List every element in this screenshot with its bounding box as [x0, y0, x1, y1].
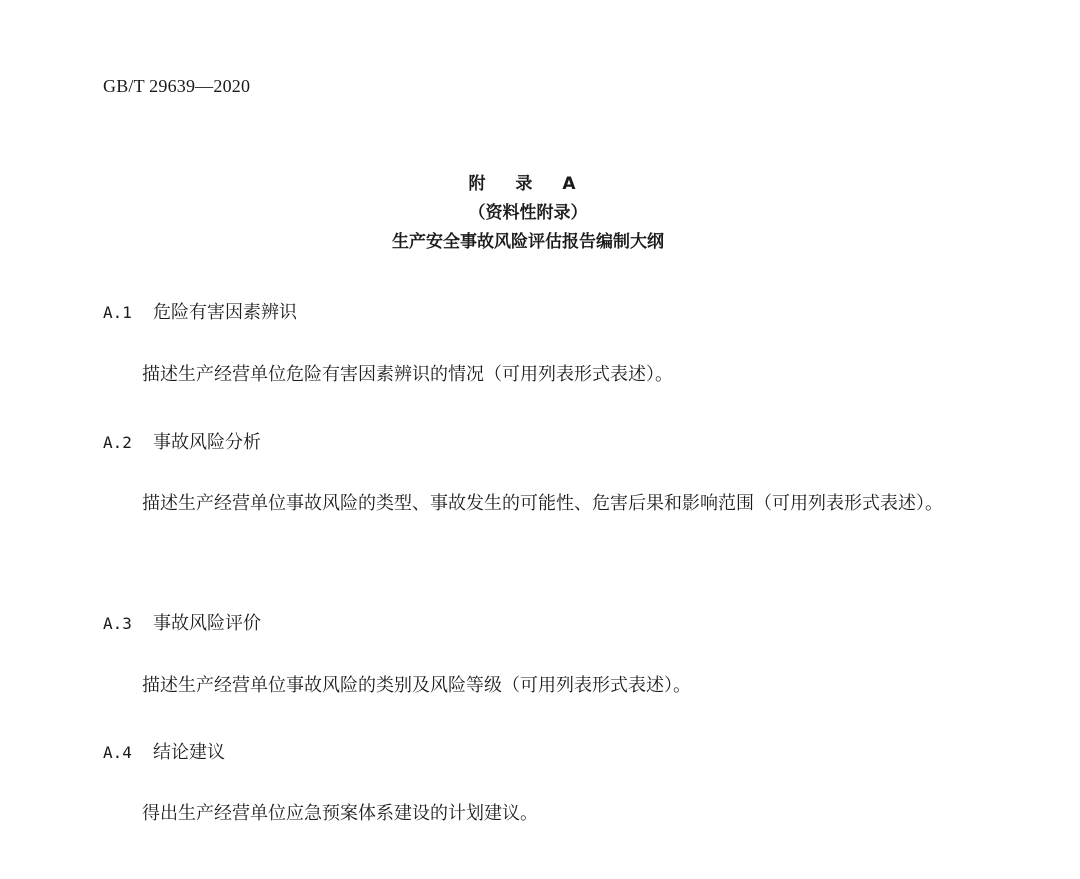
section-body-a2: 描述生产经营单位事故风险的类型、事故发生的可能性、危害后果和影响范围（可用列表形式表述）。: [142, 493, 943, 514]
standard-number: GB/T 29639—2020: [103, 76, 251, 96]
appendix-label: 附 录 A: [468, 174, 588, 194]
section-heading-a2: [103, 428, 261, 454]
section-body-a1: 描述生产经营单位危险有害因素辨识的情况（可用列表形式表述）。: [142, 364, 673, 385]
section-number: A.3: [103, 614, 132, 633]
section-title: 结论建议: [153, 742, 225, 763]
section-title: 事故风险评价: [153, 613, 261, 634]
section-heading-a3: [103, 609, 261, 635]
section-heading-a1: [103, 298, 297, 324]
section-number: A.4: [103, 743, 132, 762]
section-heading-a4: [103, 738, 225, 764]
section-body-a4: 得出生产经营单位应急预案体系建设的计划建议。: [142, 803, 538, 824]
appendix-type: （资料性附录）: [468, 203, 588, 223]
section-title: 事故风险分析: [153, 432, 261, 453]
section-number: A.2: [103, 433, 132, 452]
section-number: A.1: [103, 303, 132, 322]
section-title: 危险有害因素辨识: [153, 302, 297, 323]
appendix-heading: [0, 170, 1056, 257]
appendix-title: 生产安全事故风险评估报告编制大纲: [392, 232, 664, 252]
section-body-a3: 描述生产经营单位事故风险的类别及风险等级（可用列表形式表述）。: [142, 675, 691, 696]
